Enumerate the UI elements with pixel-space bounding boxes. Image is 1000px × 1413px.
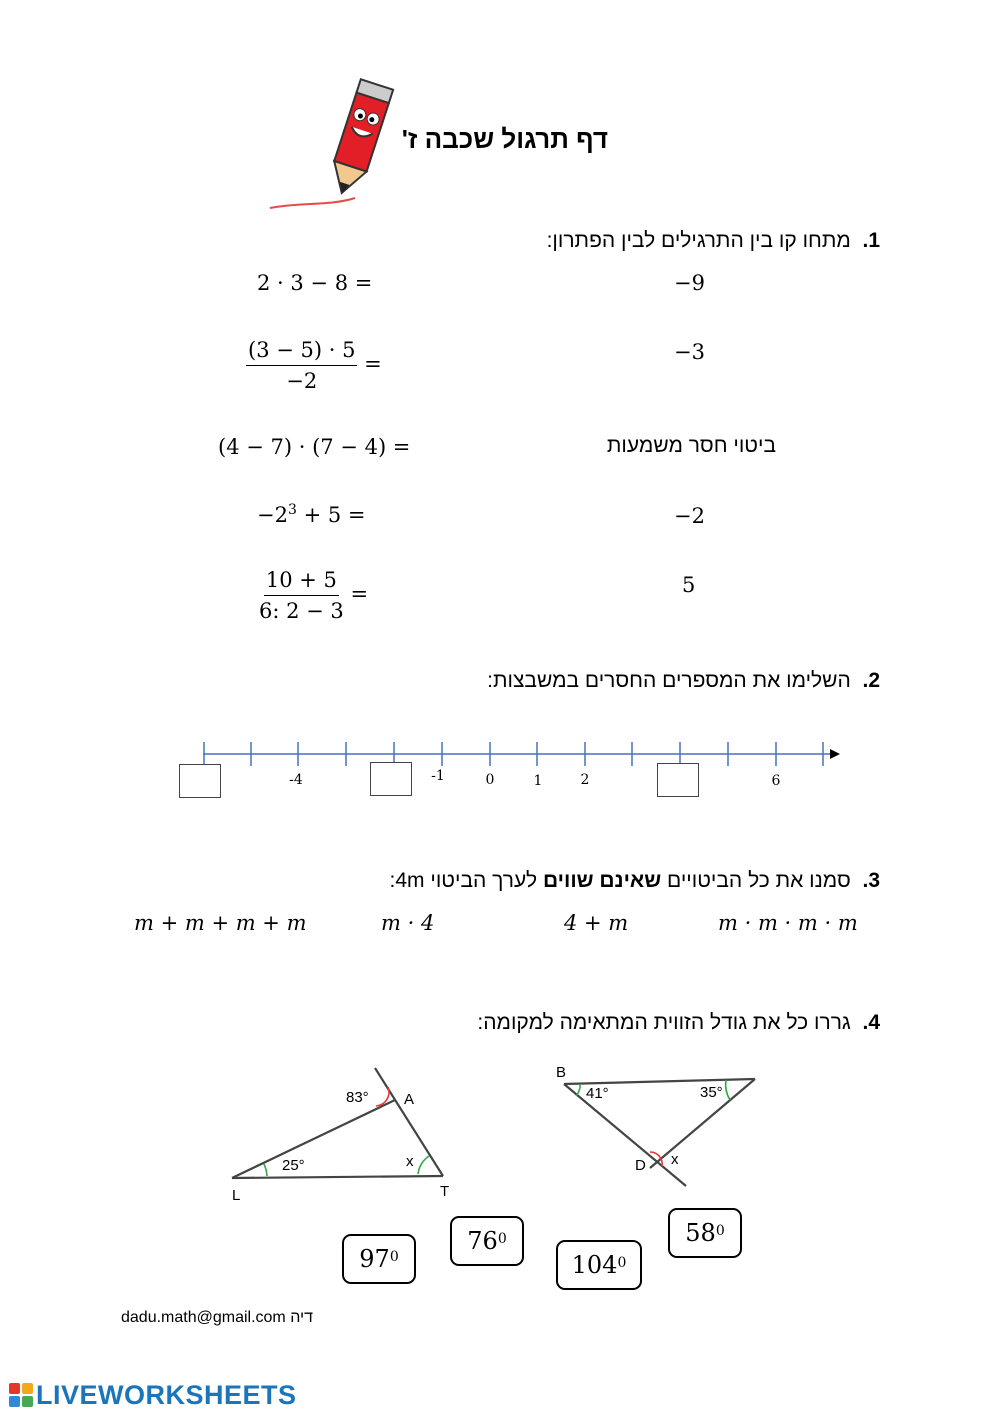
q1-instruction (547, 229, 880, 253)
q2-number: 2. (862, 669, 880, 692)
exercise-4-rest: + 5 = (296, 503, 366, 527)
exercise-5-equals: = (350, 582, 369, 606)
triangle-1-vertex-a: A (404, 1091, 415, 1108)
q2-instruction (487, 669, 880, 693)
number-line-answer-box-1[interactable] (179, 764, 221, 798)
angle-choice-value: 58 (685, 1219, 716, 1247)
angle-choice-value: 97 (359, 1245, 390, 1273)
exercise-3[interactable]: (4 − 7) · (7 − 4) = (218, 435, 411, 459)
triangle-1-x: x (406, 1153, 414, 1170)
number-line (170, 730, 860, 810)
triangle-2-x: x (671, 1151, 679, 1168)
answer-2[interactable]: −3 (674, 340, 705, 364)
author-credit: dadu.math@gmail.com דיה (121, 1309, 314, 1326)
arrow-icon (830, 749, 840, 759)
angle-choice-exp: 0 (497, 1231, 507, 1247)
exercise-4-exponent: 3 (287, 502, 297, 518)
tick-label: 2 (580, 772, 590, 788)
liveworksheets-brand: LIVEWORKSHEETS (36, 1379, 297, 1410)
triangle-2-angle-b: 41° (586, 1085, 609, 1102)
tick-label: 1 (533, 773, 543, 789)
exercise-4[interactable] (257, 502, 365, 527)
triangle-2-vertex-b: B (556, 1064, 567, 1081)
exercise-5[interactable] (259, 568, 368, 623)
exercise-2-equals: = (364, 352, 382, 376)
q3-option-2[interactable]: m · 4 (381, 911, 435, 935)
answer-5[interactable]: 5 (682, 573, 696, 597)
tick-label: 0 (485, 772, 495, 788)
answer-1[interactable]: −9 (674, 271, 705, 295)
q2-text: השלימו את המספרים החסרים במשבצות: (487, 669, 851, 692)
pencil-mascot-icon (260, 70, 400, 215)
triangle-1-angle-a: 83° (346, 1089, 369, 1106)
triangle-2 (550, 1060, 770, 1200)
number-line-answer-box-2[interactable] (370, 762, 412, 796)
q3-text-post: לערך הביטוי 4m: (389, 869, 538, 892)
angle-choice-exp: 0 (389, 1249, 399, 1265)
angle-choice-value: 76 (467, 1227, 498, 1255)
triangle-2-angle-t: 35° (700, 1084, 723, 1101)
q3-option-4[interactable]: m · m · m · m (718, 911, 858, 935)
q3-option-1[interactable]: m + m + m + m (134, 911, 307, 935)
page-title: דף תרגול שכבה ז' (401, 124, 608, 154)
tick-label: 6 (771, 773, 781, 789)
angle-choice-exp: 0 (715, 1223, 725, 1239)
q4-instruction (477, 1011, 880, 1035)
exercise-5-denominator: 6: 2 − 3 (259, 599, 344, 623)
angle-choice-value: 104 (571, 1251, 618, 1279)
answer-3[interactable]: ביטוי חסר משמעות (606, 434, 776, 457)
answer-4[interactable]: −2 (674, 504, 705, 528)
exercise-4-base: −2 (257, 503, 288, 527)
q3-option-3[interactable]: 4 + m (564, 911, 629, 935)
q3-text-bold: שאינם שווים (542, 869, 662, 892)
q3-text-pre: סמנו את כל הביטויים (667, 869, 851, 892)
q4-text: גררו כל את גודל הזווית המתאימה למקומה: (477, 1011, 851, 1034)
triangle-1-angle-l: 25° (282, 1157, 305, 1174)
exercise-1[interactable]: 2 · 3 − 8 = (257, 271, 373, 295)
triangle-1 (220, 1060, 460, 1210)
exercise-2-numerator: (3 − 5) · 5 (246, 338, 357, 366)
liveworksheets-logo[interactable] (8, 1380, 297, 1410)
angle-choice-exp: 0 (617, 1255, 627, 1271)
triangle-1-vertex-t: T (440, 1183, 450, 1200)
exercise-5-numerator: 10 + 5 (264, 568, 339, 596)
angle-choice-58[interactable] (668, 1208, 742, 1258)
angle-choice-76[interactable] (450, 1216, 524, 1266)
tick-label: -1 (431, 768, 445, 784)
header (260, 70, 640, 215)
q1-number: 1. (862, 229, 880, 252)
triangle-1-vertex-l: L (232, 1187, 241, 1204)
liveworksheets-logo-icon (8, 1382, 34, 1408)
angle-choice-104[interactable] (556, 1240, 642, 1290)
q1-text: מתחו קו בין התרגילים לבין הפתרון: (546, 229, 851, 252)
tick-label: -4 (289, 772, 303, 788)
exercise-2-denominator: −2 (286, 369, 318, 393)
angle-choice-97[interactable] (342, 1234, 416, 1284)
triangle-2-vertex-d: D (635, 1157, 646, 1174)
q4-number: 4. (862, 1011, 880, 1034)
number-line-answer-box-3[interactable] (657, 763, 699, 797)
q3-instruction (390, 869, 881, 893)
exercise-2[interactable] (246, 338, 382, 393)
q3-number: 3. (862, 869, 880, 892)
